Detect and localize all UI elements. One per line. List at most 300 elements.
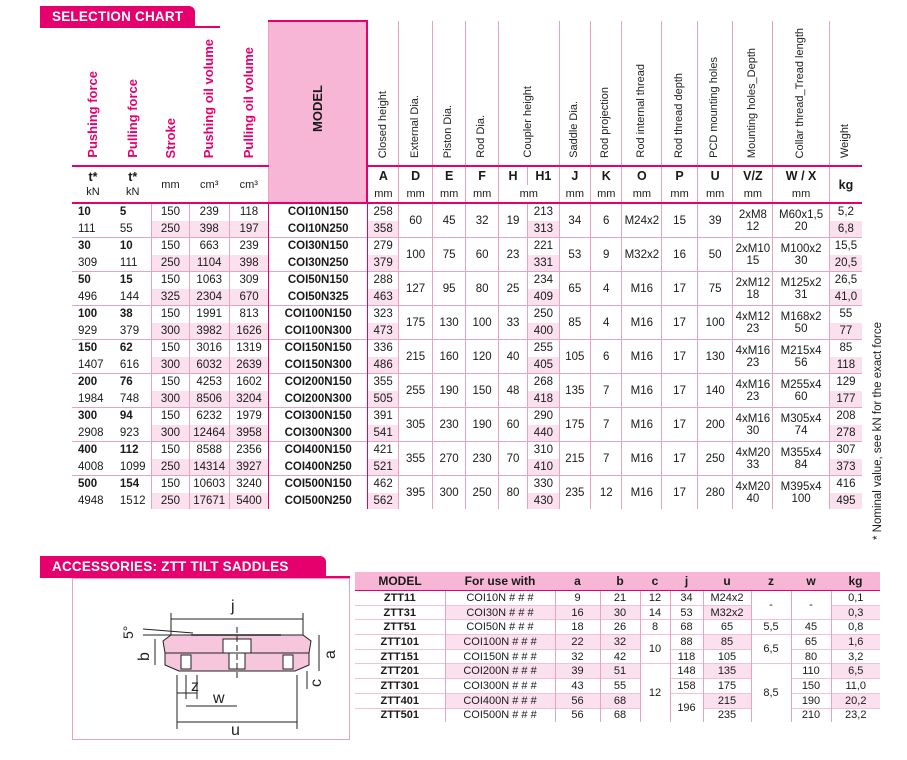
force-knp: 616	[119, 358, 140, 371]
accessory-row	[355, 708, 880, 722]
value-j-cell: 175	[559, 408, 590, 442]
table-row	[72, 340, 862, 357]
header-piston-dia-text: Piston Dia.	[442, 104, 455, 158]
value-p-cell: 15	[662, 203, 698, 238]
label-b: b	[136, 652, 153, 661]
acc-b-cell: 32	[600, 635, 640, 650]
acc-a-cell: 16	[555, 605, 600, 620]
model-cell: COI500N150	[269, 476, 367, 493]
h1-cell: 409	[528, 289, 559, 306]
acc-kg-cell: 6,5	[831, 664, 880, 679]
thread-length-cell: 60	[773, 391, 830, 408]
table-row	[72, 238, 862, 255]
push-oil-cell: 239	[189, 203, 229, 221]
value-p-cell: 16	[662, 238, 698, 272]
value-u-cell: 39	[697, 203, 733, 238]
mounting-holes-cell: 2xM8	[733, 203, 773, 221]
force-kn: 309	[78, 256, 98, 269]
force-t: 200	[72, 374, 114, 391]
model-cell: COI150N150	[269, 340, 367, 357]
sym-O: O	[622, 166, 662, 185]
header-rod-dia	[466, 21, 498, 166]
mounting-depth-cell: 18	[733, 289, 773, 306]
acc-b-cell: 42	[600, 649, 640, 664]
value-p-cell: 17	[662, 476, 698, 510]
acc-c-cell: 8	[640, 620, 670, 635]
value-j-cell: 105	[559, 340, 590, 374]
value-k-cell: 6	[591, 340, 622, 374]
acc-j-cell: 118	[670, 649, 703, 664]
value-h-cell: 48	[498, 374, 527, 408]
acc-b-cell: 26	[600, 620, 640, 635]
acc-kg-cell: 0,3	[831, 605, 880, 620]
value-d-cell: 395	[399, 476, 433, 510]
acc-a-cell: 56	[555, 708, 600, 722]
value-e-cell: 230	[432, 408, 466, 442]
force-kn: 1407	[78, 358, 104, 371]
accessory-row	[355, 620, 880, 635]
closed-height-cell: 355	[367, 374, 398, 391]
header-rod-thread-depth	[662, 21, 698, 166]
value-h-cell: 60	[498, 408, 527, 442]
acc-w-cell: 110	[791, 664, 831, 679]
acc-model-cell: ZTT201	[355, 664, 445, 679]
acc-j-cell: 158	[670, 679, 703, 694]
closed-height-cell: 541	[367, 425, 398, 442]
value-j-cell: 235	[559, 476, 590, 510]
acc-a-cell: 43	[555, 679, 600, 694]
header-saddle-dia	[559, 21, 590, 166]
pull-oil-cell: 3927	[229, 459, 269, 476]
header-collar-thread-text: Collar thread_Tread length	[794, 27, 807, 158]
force-t: 400	[72, 442, 114, 459]
accessories-rows	[355, 591, 880, 723]
sym-t2-text: t*	[128, 170, 138, 184]
accessories-title-text: ACCESSORIES: ZTT TILT SADDLES	[52, 559, 289, 574]
sym-E: E	[432, 166, 466, 185]
acc-h-a: a	[555, 572, 600, 591]
collar-thread-cell: M60x1,5	[773, 203, 830, 221]
header-pulling-oil-text: Pulling oil volume	[240, 46, 256, 158]
table-row	[72, 272, 862, 289]
collar-thread-cell: M255x4	[773, 374, 830, 391]
label-w: w	[213, 690, 225, 707]
acc-a-cell: 39	[555, 664, 600, 679]
pull-oil-cell: 2639	[229, 357, 269, 374]
push-oil-cell: 4253	[189, 374, 229, 391]
value-u-cell: 250	[697, 442, 733, 476]
thread-length-cell: 56	[773, 357, 830, 374]
value-e-cell: 270	[432, 442, 466, 476]
acc-b-cell: 55	[600, 679, 640, 694]
value-u-cell: 130	[697, 340, 733, 374]
force-kn: 929	[78, 324, 98, 337]
acc-u-cell: 215	[703, 693, 751, 708]
force-tp: 10	[114, 238, 152, 255]
weight-cell: 495	[829, 493, 862, 510]
acc-u-cell: 85	[703, 635, 751, 650]
value-p-cell: 17	[662, 306, 698, 340]
acc-w-cell: 210	[791, 708, 831, 722]
pull-oil-cell: 1979	[229, 408, 269, 425]
value-f-cell: 190	[466, 408, 498, 442]
header-coupler-height-text: Coupler height	[521, 86, 534, 158]
mounting-depth-cell: 33	[733, 459, 773, 476]
header-weight-text: Weight	[839, 123, 852, 158]
header-coupler-height	[498, 21, 559, 166]
acc-h-use: For use with	[445, 572, 555, 591]
header-pushing-force	[72, 21, 114, 166]
acc-j-cell: 196	[670, 693, 703, 722]
header-stroke-text: Stroke	[162, 117, 178, 158]
value-d-cell: 60	[399, 203, 433, 238]
push-oil-cell: 17671	[189, 493, 229, 510]
header-pcd-holes	[697, 21, 733, 166]
closed-height-cell: 562	[367, 493, 398, 510]
force-knp: 111	[119, 256, 138, 269]
value-h-cell: 70	[498, 442, 527, 476]
value-p-cell: 17	[662, 272, 698, 306]
value-k-cell: 6	[591, 203, 622, 238]
stroke-cell: 150	[152, 408, 190, 425]
header-pulling-force	[114, 21, 152, 166]
header-rod-dia-text: Rod Dia.	[475, 115, 488, 158]
acc-j-cell: 68	[670, 620, 703, 635]
mounting-depth-cell: 23	[733, 391, 773, 408]
thread-length-cell: 84	[773, 459, 830, 476]
acc-use-cell: COI30N # # #	[445, 605, 555, 620]
acc-z-cell: 8,5	[751, 664, 791, 722]
value-f-cell: 150	[466, 374, 498, 408]
header-pushing-oil	[189, 21, 229, 166]
sym-t1-text: t*	[88, 170, 98, 184]
acc-j-cell: 88	[670, 635, 703, 650]
unit-E: mm	[432, 185, 466, 203]
accessory-row	[355, 664, 880, 679]
acc-h-b: b	[600, 572, 640, 591]
push-oil-cell: 12464	[189, 425, 229, 442]
mounting-holes-cell: 4xM20	[733, 442, 773, 459]
collar-thread-cell: M305x4	[773, 408, 830, 425]
value-u-cell: 100	[697, 306, 733, 340]
value-f-cell: 60	[466, 238, 498, 272]
unit-K: mm	[591, 185, 622, 203]
accessory-row	[355, 693, 880, 708]
force-knp: 1512	[119, 494, 146, 507]
header-rod-internal-thread	[622, 21, 662, 166]
value-d-cell: 255	[399, 374, 433, 408]
acc-use-cell: COI150N # # #	[445, 649, 555, 664]
push-oil-cell: 1104	[189, 255, 229, 272]
acc-c-cell: 14	[640, 605, 670, 620]
sym-kg: kg	[829, 166, 862, 203]
acc-model-cell: ZTT501	[355, 708, 445, 722]
pull-oil-cell: 197	[229, 221, 269, 238]
value-e-cell: 130	[432, 306, 466, 340]
stroke-cell: 150	[152, 340, 190, 357]
table-row	[72, 203, 862, 221]
stroke-cell: 300	[152, 425, 190, 442]
acc-j-cell: 148	[670, 664, 703, 679]
weight-cell: 416	[829, 476, 862, 493]
value-e-cell: 95	[432, 272, 466, 306]
sym-D: D	[399, 166, 433, 185]
force-knp: 144	[119, 290, 140, 303]
acc-use-cell: COI500N # # #	[445, 708, 555, 722]
value-o-cell: M16	[622, 272, 662, 306]
closed-height-cell: 391	[367, 408, 398, 425]
value-f-cell: 32	[466, 203, 498, 238]
acc-h-model: MODEL	[355, 572, 445, 591]
h1-cell: 331	[528, 255, 559, 272]
value-j-cell: 135	[559, 374, 590, 408]
value-h-cell: 19	[498, 203, 527, 238]
push-oil-cell: 1063	[189, 272, 229, 289]
closed-height-cell: 462	[367, 476, 398, 493]
mounting-depth-cell: 23	[733, 357, 773, 374]
acc-w-cell: 150	[791, 679, 831, 694]
h1-cell: 440	[528, 425, 559, 442]
value-e-cell: 45	[432, 203, 466, 238]
value-u-cell: 140	[697, 374, 733, 408]
push-oil-cell: 14314	[189, 459, 229, 476]
sym-WX: W / X	[773, 166, 830, 185]
h1-cell: 400	[528, 323, 559, 340]
acc-w-cell: 80	[791, 649, 831, 664]
sym-A: A	[367, 166, 398, 185]
acc-b-cell: 68	[600, 693, 640, 708]
acc-h-u: u	[703, 572, 751, 591]
value-o-cell: M16	[622, 374, 662, 408]
force-t: 30	[72, 238, 114, 255]
mounting-depth-cell: 12	[733, 221, 773, 238]
force-kn: 4008	[78, 460, 104, 473]
push-oil-cell: 3982	[189, 323, 229, 340]
header-mounting-holes-text: Mounting holes_Depth	[746, 47, 759, 158]
force-tp: 5	[114, 203, 152, 221]
sym-K: K	[591, 166, 622, 185]
h1-cell: 255	[528, 340, 559, 357]
force-t: 100	[72, 306, 114, 323]
force-knp: 923	[119, 426, 140, 439]
unit-stroke: mm	[152, 166, 190, 203]
pull-oil-cell: 2356	[229, 442, 269, 459]
h1-cell: 313	[528, 221, 559, 238]
sym-t1	[72, 166, 114, 203]
weight-cell: 5,2	[829, 203, 862, 221]
table-row	[72, 408, 862, 425]
closed-height-cell: 463	[367, 289, 398, 306]
value-d-cell: 355	[399, 442, 433, 476]
acc-c-cell: 12	[640, 591, 670, 606]
value-e-cell: 160	[432, 340, 466, 374]
weight-cell: 20,5	[829, 255, 862, 272]
sym-VZ: V/Z	[733, 166, 773, 185]
table-row	[72, 442, 862, 459]
pull-oil-cell: 239	[229, 238, 269, 255]
selection-chart-table	[72, 20, 862, 509]
collar-thread-cell: M355x4	[773, 442, 830, 459]
weight-cell: 55	[829, 306, 862, 323]
value-d-cell: 100	[399, 238, 433, 272]
h1-cell: 221	[528, 238, 559, 255]
accessory-row	[355, 679, 880, 694]
acc-kg-cell: 20,2	[831, 693, 880, 708]
value-f-cell: 230	[466, 442, 498, 476]
header-external-dia-text: External Dia.	[408, 95, 421, 158]
weight-cell: 85	[829, 340, 862, 357]
sym-F: F	[466, 166, 498, 185]
stroke-cell: 150	[152, 374, 190, 391]
acc-kg-cell: 11,0	[831, 679, 880, 694]
value-p-cell: 17	[662, 374, 698, 408]
acc-model-cell: ZTT51	[355, 620, 445, 635]
push-oil-cell: 6032	[189, 357, 229, 374]
push-oil-cell: 10603	[189, 476, 229, 493]
acc-model-cell: ZTT31	[355, 605, 445, 620]
h1-cell: 330	[528, 476, 559, 493]
force-knp: 55	[119, 222, 133, 235]
pull-oil-cell: 813	[229, 306, 269, 323]
label-a: a	[322, 650, 339, 659]
header-rod-projection	[591, 21, 622, 166]
weight-cell: 129	[829, 374, 862, 391]
nominal-note	[872, 300, 884, 540]
acc-b-cell: 51	[600, 664, 640, 679]
stroke-cell: 300	[152, 323, 190, 340]
stroke-cell: 325	[152, 289, 190, 306]
header-closed-height-text: Closed height	[376, 90, 389, 158]
acc-z-cell: 5,5	[751, 620, 791, 635]
force-tp: 62	[114, 340, 152, 357]
mounting-holes-cell: 2xM10	[733, 238, 773, 255]
push-oil-cell: 3016	[189, 340, 229, 357]
value-k-cell: 4	[591, 272, 622, 306]
weight-cell: 6,8	[829, 221, 862, 238]
force-t: 500	[72, 476, 114, 493]
collar-thread-cell: M100x2	[773, 238, 830, 255]
weight-cell: 26,5	[829, 272, 862, 289]
acc-a-cell: 22	[555, 635, 600, 650]
value-h-cell: 25	[498, 272, 527, 306]
acc-kg-cell: 0,1	[831, 591, 880, 606]
header-stroke	[152, 21, 190, 166]
value-j-cell: 53	[559, 238, 590, 272]
header-pcd-holes-text: PCD mounting holes	[708, 57, 721, 158]
pull-oil-cell: 1602	[229, 374, 269, 391]
header-row	[72, 21, 862, 166]
acc-kg-cell: 0,8	[831, 620, 880, 635]
value-o-cell: M32x2	[622, 238, 662, 272]
h1-cell: 418	[528, 391, 559, 408]
acc-use-cell: COI100N # # #	[445, 635, 555, 650]
model-cell: COI150N300	[269, 357, 367, 374]
force-tp: 112	[114, 442, 152, 459]
acc-use-cell: COI300N # # #	[445, 679, 555, 694]
value-k-cell: 12	[591, 476, 622, 510]
acc-u-cell: 105	[703, 649, 751, 664]
header-external-dia	[399, 21, 433, 166]
force-knp: 748	[119, 392, 140, 405]
selection-rows	[72, 203, 862, 509]
thread-length-cell: 74	[773, 425, 830, 442]
closed-height-cell: 486	[367, 357, 398, 374]
force-t: 10	[72, 203, 114, 221]
collar-thread-cell: M215x4	[773, 340, 830, 357]
stroke-cell: 250	[152, 493, 190, 510]
push-oil-cell: 1991	[189, 306, 229, 323]
push-oil-cell: 6232	[189, 408, 229, 425]
closed-height-cell: 505	[367, 391, 398, 408]
acc-b-cell: 68	[600, 708, 640, 722]
acc-kg-cell: 3,2	[831, 649, 880, 664]
pull-oil-cell: 1626	[229, 323, 269, 340]
model-cell: COI30N150	[269, 238, 367, 255]
model-cell: COI10N150	[269, 203, 367, 221]
force-tp: 15	[114, 272, 152, 289]
weight-cell: 278	[829, 425, 862, 442]
weight-cell: 41,0	[829, 289, 862, 306]
acc-w-cell: 190	[791, 693, 831, 708]
acc-u-cell: 235	[703, 708, 751, 722]
force-kn: 1984	[78, 392, 104, 405]
pull-oil-cell: 3240	[229, 476, 269, 493]
model-cell: COI400N150	[269, 442, 367, 459]
value-j-cell: 34	[559, 203, 590, 238]
closed-height-cell: 336	[367, 340, 398, 357]
table-row	[72, 306, 862, 323]
mounting-holes-cell: 4xM16	[733, 340, 773, 357]
acc-u-cell: M32x2	[703, 605, 751, 620]
weight-cell: 15,5	[829, 238, 862, 255]
value-k-cell: 9	[591, 238, 622, 272]
stroke-cell: 150	[152, 272, 190, 289]
acc-a-cell: 18	[555, 620, 600, 635]
acc-j-cell: 53	[670, 605, 703, 620]
pull-oil-cell: 5400	[229, 493, 269, 510]
value-o-cell: M16	[622, 408, 662, 442]
acc-z-cell: -	[751, 591, 791, 620]
label-angle: 5°	[120, 625, 136, 639]
force-t: 150	[72, 340, 114, 357]
stroke-cell: 250	[152, 459, 190, 476]
closed-height-cell: 421	[367, 442, 398, 459]
value-d-cell: 175	[399, 306, 433, 340]
unit-U: mm	[697, 185, 733, 203]
value-j-cell: 85	[559, 306, 590, 340]
model-cell: COI100N150	[269, 306, 367, 323]
push-oil-cell: 2304	[189, 289, 229, 306]
h1-cell: 430	[528, 493, 559, 510]
thread-length-cell: 30	[773, 255, 830, 272]
acc-a-cell: 9	[555, 591, 600, 606]
model-cell: COI50N150	[269, 272, 367, 289]
force-tp: 154	[114, 476, 152, 493]
value-u-cell: 200	[697, 408, 733, 442]
acc-use-cell: COI10N # # #	[445, 591, 555, 606]
accessory-row	[355, 591, 880, 606]
value-k-cell: 7	[591, 374, 622, 408]
value-e-cell: 300	[432, 476, 466, 510]
weight-cell: 177	[829, 391, 862, 408]
table-row	[72, 374, 862, 391]
stroke-cell: 250	[152, 255, 190, 272]
acc-z-cell: 6,5	[751, 635, 791, 664]
mounting-depth-cell: 23	[733, 323, 773, 340]
value-k-cell: 4	[591, 306, 622, 340]
value-f-cell: 120	[466, 340, 498, 374]
value-k-cell: 7	[591, 442, 622, 476]
